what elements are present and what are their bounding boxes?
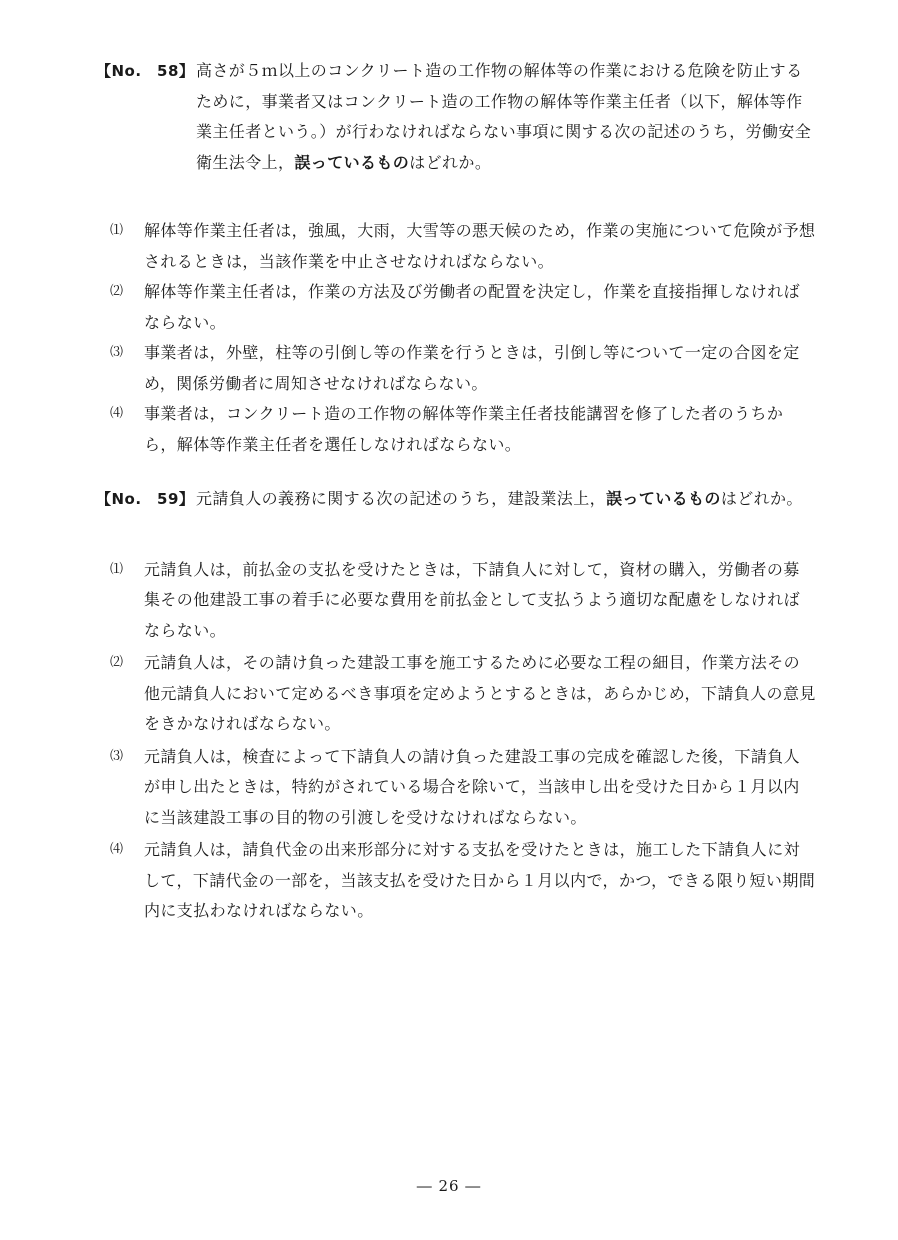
option-text: 解体等作業主任者は，作業の方法及び労働者の配置を決定し，作業を直接指揮しなければならない。 xyxy=(144,282,801,332)
stem-text: 元請負人の義務に関する次の記述のうち，建設業法上， xyxy=(196,489,607,508)
stem-text-end: はどれか。 xyxy=(409,152,492,172)
option-label: ⑶ xyxy=(110,345,124,360)
question-number: 【No. 59】 xyxy=(96,490,195,508)
option-3 xyxy=(96,742,816,834)
option-3 xyxy=(96,338,816,399)
question-header xyxy=(96,484,816,515)
option-text: 元請負人は，検査によって下請負人の請け負った建設工事の完成を確認した後，下請負人が申し出たときは，特約がされている場合を除いて，当該申し出を受けた日から１月以内に当該建設工事の目的物の引渡しを受けなければならない。 xyxy=(144,746,801,827)
question-59 xyxy=(96,484,816,929)
question-number: 【No. 58】 xyxy=(96,62,195,80)
option-text: 解体等作業主任者は，強風，大雨，大雪等の悪天候のため，作業の実施について危険が予想されるときは，当該作業を中止させなければならない。 xyxy=(144,221,816,271)
option-list xyxy=(96,216,816,460)
option-label: ⑷ xyxy=(110,406,124,421)
question-stem xyxy=(196,484,816,515)
option-text: 元請負人は，前払金の支払を受けたときは，下請負人に対して，資材の購入，労働者の募集その他建設工事の着手に必要な費用を前払金として支払うよう適切な配慮をしなければならない。 xyxy=(144,559,801,640)
option-2 xyxy=(96,277,816,338)
option-text: 事業者は，コンクリート造の工作物の解体等作業主任者技能講習を修了した者のうちから，解体等作業主任者を選任しなければならない。 xyxy=(144,404,784,454)
option-text: 事業者は，外壁，柱等の引倒し等の作業を行うときは，引倒し等について一定の合図を定め，関係労働者に周知させなければならない。 xyxy=(144,343,800,393)
question-header xyxy=(96,56,816,178)
option-4 xyxy=(96,399,816,460)
option-2 xyxy=(96,648,816,740)
option-1 xyxy=(96,216,816,277)
stem-emphasis: 誤っているもの xyxy=(294,152,410,172)
option-label: ⑴ xyxy=(110,561,124,577)
stem-emphasis: 誤っているもの xyxy=(606,489,721,508)
stem-text: 高さが５ｍ以上のコンクリート造の工作物の解体等の作業における危険を防止するために，事業者又はコンクリート造の工作物の解体等作業主任者（以下，解体等作業主任者という。）が行わなければならない事項に関する次の記述のうち，労働安全衛生法令上， xyxy=(196,61,812,172)
option-label: ⑵ xyxy=(110,655,124,670)
question-stem xyxy=(196,56,816,178)
option-text: 元請負人は，請負代金の出来形部分に対する支払を受けたときは，施工した下請負人に対して，下請代金の一部を，当該支払を受けた日から１月以内で，かつ，できる限り短い期間内に支払わなければならない。 xyxy=(144,840,816,920)
option-label: ⑷ xyxy=(110,842,124,857)
option-4 xyxy=(96,835,816,927)
page-number: ― 26 ― xyxy=(416,1177,482,1195)
option-label: ⑵ xyxy=(110,284,124,299)
option-label: ⑴ xyxy=(110,223,124,238)
question-58 xyxy=(96,56,816,460)
option-text: 元請負人は，その請け負った建設工事を施工するために必要な工程の細目，作業方法その他元請負人において定めるべき事項を定めようとするときは，あらかじめ，下請負人の意見をきかなければならない。 xyxy=(144,653,816,733)
stem-text-end: はどれか。 xyxy=(720,489,803,508)
option-label: ⑶ xyxy=(110,748,124,764)
option-1 xyxy=(96,555,816,647)
option-list xyxy=(96,555,816,927)
